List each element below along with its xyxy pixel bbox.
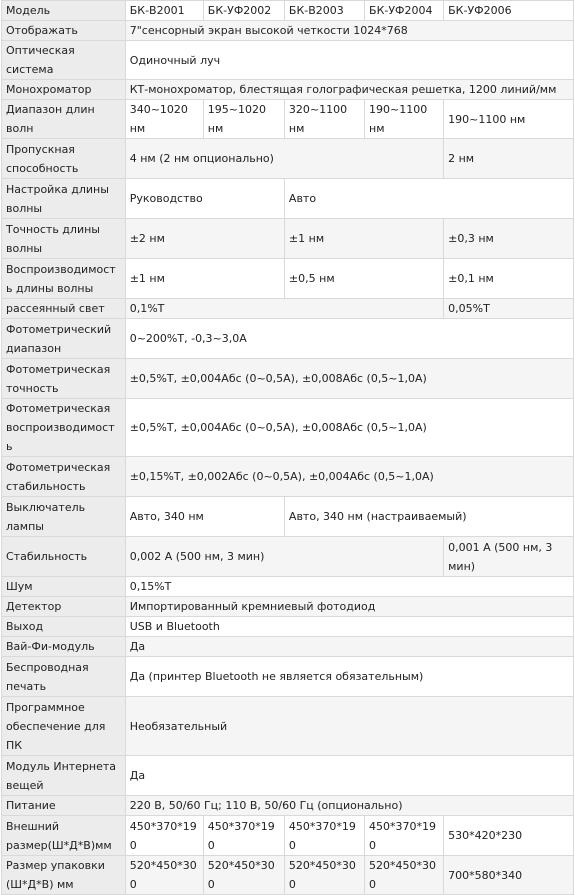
spec-row-value: 340~1020 нм [125, 100, 203, 139]
spec-row [2, 796, 574, 816]
spec-row-label: Модель [2, 1, 126, 21]
spec-row-value: ±1 нм [125, 259, 284, 299]
spec-row-value: 2 нм [444, 139, 574, 179]
spec-row [2, 1, 574, 21]
spec-row-value: 530*420*230 [444, 816, 574, 856]
spec-row-label: Точность длины волны [2, 219, 126, 259]
spec-row [2, 457, 574, 497]
spec-row-value: 450*370*190 [203, 816, 284, 856]
spec-row-value: 450*370*190 [365, 816, 444, 856]
spec-row-label: Выход [2, 617, 126, 637]
spec-row-label: Внешний размер(Ш*Д*В)мм [2, 816, 126, 856]
spec-row-value: 520*450*300 [125, 856, 203, 895]
spec-row-label: Выключатель лампы [2, 497, 126, 537]
spec-row-value: ±0,15%T, ±0,002Абс (0~0,5А), ±0,004Абс (0,5~1,0А) [125, 457, 573, 497]
spec-row [2, 597, 574, 617]
spec-row-label: Детектор [2, 597, 126, 617]
spec-row-value: Да (принтер Bluetooth не является обязательным) [125, 657, 573, 697]
spec-row-value: Импортированный кремниевый фотодиод [125, 597, 573, 617]
spec-row-label: Вай-Фи-модуль [2, 637, 126, 657]
spec-row-value: 190~1100 нм [444, 100, 574, 139]
spec-row [2, 697, 574, 756]
spec-row-value: 0,002 А (500 нм, 3 мин) [125, 537, 443, 577]
spec-row-label: Диапазон длин волн [2, 100, 126, 139]
spec-row-label: Фотометрическая воспроизводимость [2, 399, 126, 457]
spec-row-label: Питание [2, 796, 126, 816]
spec-row-value: 190~1100 нм [365, 100, 444, 139]
spec-row [2, 617, 574, 637]
spec-row-value: 700*580*340 [444, 856, 574, 895]
spec-row-value: БК-В2003 [284, 1, 364, 21]
spec-row-value: Авто, 340 нм (настраиваемый) [284, 497, 573, 537]
spec-row [2, 100, 574, 139]
spec-row-value: ±2 нм [125, 219, 284, 259]
spec-row-label: Воспроизводимость длины волны [2, 259, 126, 299]
spec-row-value: 195~1020 нм [203, 100, 284, 139]
spec-row [2, 756, 574, 796]
spec-row-value: 7"сенсорный экран высокой четкости 1024*768 [125, 21, 573, 41]
spec-row-value: ±0,5%T, ±0,004Абс (0~0,5А), ±0,008Абс (0,5~1,0А) [125, 359, 573, 399]
spec-row-value: 0,1%T [125, 299, 443, 319]
spec-row-value: БК-В2001 [125, 1, 203, 21]
spec-row [2, 537, 574, 577]
spec-row [2, 139, 574, 179]
spec-row-value: 450*370*190 [284, 816, 364, 856]
spec-row [2, 299, 574, 319]
spec-row-value: ±0,1 нм [444, 259, 574, 299]
spec-row-value: Да [125, 637, 573, 657]
spec-row [2, 637, 574, 657]
spec-row-label: Беспроводная печать [2, 657, 126, 697]
spec-row [2, 319, 574, 359]
spec-row-value: 4 нм (2 нм опционально) [125, 139, 443, 179]
spec-row-value: 520*450*300 [284, 856, 364, 895]
spec-row [2, 359, 574, 399]
spec-row [2, 179, 574, 219]
spec-row-value: 520*450*300 [203, 856, 284, 895]
spec-row [2, 577, 574, 597]
spec-row-label: Фотометрическая точность [2, 359, 126, 399]
spec-row-label: Программное обеспечение для ПК [2, 697, 126, 756]
spec-row-label: рассеянный свет [2, 299, 126, 319]
spec-row-value: БК-УФ2002 [203, 1, 284, 21]
spec-row-value: Одиночный луч [125, 41, 573, 80]
spec-row [2, 816, 574, 856]
spec-row-value: КТ-монохроматор, блестящая голографическая решетка, 1200 линий/мм [125, 80, 573, 100]
spec-row [2, 41, 574, 80]
spec-row-label: Настройка длины волны [2, 179, 126, 219]
spec-row [2, 856, 574, 895]
spec-row-value: 0~200%T, -0,3~3,0A [125, 319, 573, 359]
spec-row [2, 497, 574, 537]
spec-row-value: ±1 нм [284, 219, 443, 259]
spec-row-value: БК-УФ2006 [444, 1, 574, 21]
spec-row-value: Авто [284, 179, 573, 219]
spec-row [2, 21, 574, 41]
spec-row-value: 0,15%T [125, 577, 573, 597]
spec-row-value: 450*370*190 [125, 816, 203, 856]
specification-table-body [2, 1, 574, 895]
spec-row [2, 80, 574, 100]
spec-row-value: USB и Bluetooth [125, 617, 573, 637]
specification-table [1, 0, 574, 895]
spec-row-label: Пропускная способность [2, 139, 126, 179]
spec-row-value: 0,05%T [444, 299, 574, 319]
spec-row-value: Авто, 340 нм [125, 497, 284, 537]
spec-row-value: Необязательный [125, 697, 573, 756]
spec-row-value: 220 В, 50/60 Гц; 110 В, 50/60 Гц (опционально) [125, 796, 573, 816]
spec-row-label: Модуль Интернета вещей [2, 756, 126, 796]
spec-row-value: 520*450*300 [365, 856, 444, 895]
spec-row-value: Руководство [125, 179, 284, 219]
spec-row [2, 657, 574, 697]
spec-row-value: Да [125, 756, 573, 796]
spec-row-label: Стабильность [2, 537, 126, 577]
spec-row-label: Фотометрический диапазон [2, 319, 126, 359]
spec-row-value: 320~1100 нм [284, 100, 364, 139]
spec-row-label: Монохроматор [2, 80, 126, 100]
spec-row-label: Шум [2, 577, 126, 597]
spec-row-label: Фотометрическая стабильность [2, 457, 126, 497]
spec-row-label: Отображать [2, 21, 126, 41]
spec-row-label: Размер упаковки (Ш*Д*В) мм [2, 856, 126, 895]
spec-row [2, 259, 574, 299]
spec-row [2, 399, 574, 457]
spec-row-value: ±0,3 нм [444, 219, 574, 259]
spec-row-value: 0,001 А (500 нм, 3 мин) [444, 537, 574, 577]
spec-row-label: Оптическая система [2, 41, 126, 80]
spec-row-value: ±0,5%T, ±0,004Абс (0~0,5А), ±0,008Абс (0,5~1,0А) [125, 399, 573, 457]
spec-row-value: ±0,5 нм [284, 259, 443, 299]
spec-row-value: БК-УФ2004 [365, 1, 444, 21]
spec-row [2, 219, 574, 259]
